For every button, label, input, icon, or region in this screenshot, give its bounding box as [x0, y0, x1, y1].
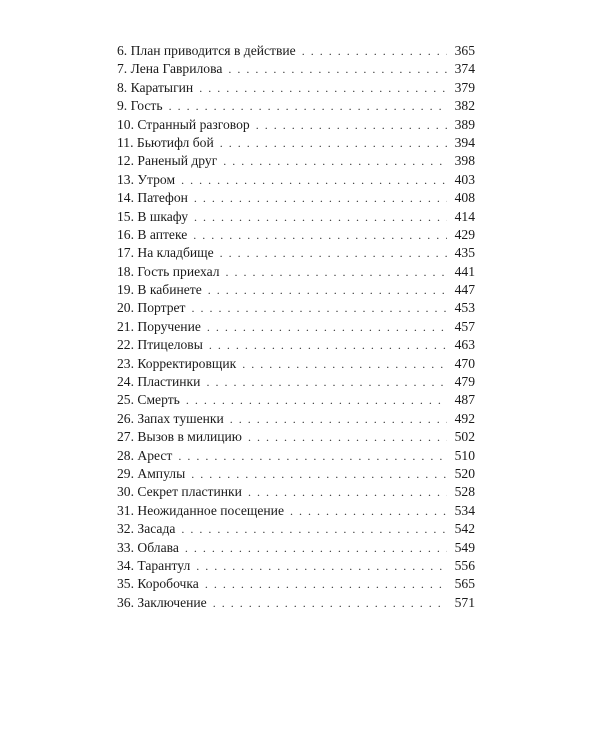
toc-entry-title: 21. Поручение [117, 318, 201, 334]
toc-entry-page-number: 398 [454, 153, 475, 169]
toc-entry-title: 16. В аптеке [117, 226, 188, 242]
dot-leader [226, 263, 447, 281]
dot-leader [213, 594, 447, 612]
dot-leader [256, 116, 447, 134]
toc-entry-title: 36. Заключение [117, 594, 207, 610]
toc-entry-page-number: 374 [454, 61, 475, 77]
toc-entry-page-number: 542 [454, 521, 475, 537]
toc-entry [117, 263, 475, 281]
toc-entry [117, 97, 475, 115]
toc-entry-title: 22. Птицеловы [117, 337, 203, 353]
toc-entry-title: 29. Ампулы [117, 465, 186, 481]
toc-entry [117, 539, 475, 557]
dot-leader [193, 226, 447, 244]
dot-leader [223, 152, 447, 170]
toc-entry [117, 244, 475, 262]
toc-entry [117, 134, 475, 152]
dot-leader [181, 171, 447, 189]
toc-entry [117, 391, 475, 409]
toc-entry-title: 30. Секрет пластинки [117, 484, 242, 500]
toc-entry-title: 13. Утром [117, 171, 176, 187]
toc-entry-title: 28. Арест [117, 447, 173, 463]
toc-entry-title: 32. Засада [117, 521, 176, 537]
toc-entry-page-number: 549 [454, 539, 475, 555]
toc-entry [117, 171, 475, 189]
toc-entry [117, 520, 475, 538]
toc-entry [117, 465, 475, 483]
toc-entry-page-number: 510 [454, 447, 475, 463]
toc-entry-page-number: 457 [454, 318, 475, 334]
toc-entry-page-number: 453 [454, 300, 475, 316]
dot-leader [242, 355, 447, 373]
toc-entry [117, 318, 475, 336]
toc-entry-page-number: 435 [454, 245, 475, 261]
toc-entry [117, 483, 475, 501]
toc-entry [117, 410, 475, 428]
dot-leader [205, 575, 447, 593]
toc-entry-page-number: 429 [454, 226, 475, 242]
dot-leader [199, 79, 447, 97]
toc-entry-title: 15. В шкафу [117, 208, 189, 224]
dot-leader [209, 336, 447, 354]
dot-leader [194, 189, 447, 207]
toc-entry-title: 9. Гость [117, 98, 163, 114]
dot-leader [302, 42, 447, 60]
toc-entry-page-number: 365 [454, 43, 475, 58]
dot-leader [185, 539, 447, 557]
toc-entry-page-number: 520 [454, 465, 475, 481]
toc-entry-title: 27. Вызов в милицию [117, 429, 242, 445]
toc-entry [117, 189, 475, 207]
toc-entry-title: 34. Тарантул [117, 557, 191, 573]
toc-entry [117, 428, 475, 446]
dot-leader [196, 557, 447, 575]
toc-entry-page-number: 382 [454, 98, 475, 114]
dot-leader [207, 318, 447, 336]
toc-entry-title: 10. Странный разговор [117, 116, 250, 132]
toc-entry [117, 594, 475, 612]
toc-entry [117, 226, 475, 244]
toc-entry-page-number: 571 [454, 594, 475, 610]
toc-entry-page-number: 447 [454, 282, 475, 298]
toc-entry-title: 7. Лена Гаврилова [117, 61, 223, 77]
toc-entry-page-number: 470 [454, 355, 475, 371]
dot-leader [230, 410, 447, 428]
toc-entry [117, 116, 475, 134]
toc-entry-page-number: 463 [454, 337, 475, 353]
toc-entry-page-number: 528 [454, 484, 475, 500]
toc-entry-title: 12. Раненый друг [117, 153, 218, 169]
toc-entry-page-number: 389 [454, 116, 475, 132]
toc-entry-page-number: 414 [454, 208, 475, 224]
toc-entry-title: 17. На кладбище [117, 245, 214, 261]
toc-entry-page-number: 534 [454, 502, 475, 518]
dot-leader [208, 281, 447, 299]
toc-entry-page-number: 379 [454, 79, 475, 95]
toc-entry-title: 23. Корректировщик [117, 355, 237, 371]
toc-entry [117, 336, 475, 354]
toc-entry [117, 502, 475, 520]
toc-entry-page-number: 492 [454, 410, 475, 426]
dot-leader [248, 483, 447, 501]
toc-entry-title: 20. Портрет [117, 300, 186, 316]
toc-entry [117, 152, 475, 170]
toc-entry [117, 373, 475, 391]
toc-entry [117, 79, 475, 97]
toc-entry-title: 8. Каратыгин [117, 79, 194, 95]
toc-entry-page-number: 394 [454, 134, 475, 150]
toc-entry-title: 6. План приводится в действие [117, 43, 296, 58]
toc-entry [117, 557, 475, 575]
dot-leader [220, 134, 447, 152]
toc-entry-page-number: 556 [454, 557, 475, 573]
toc-entry-page-number: 502 [454, 429, 475, 445]
toc-entry [117, 575, 475, 593]
toc-entry-page-number: 408 [454, 190, 475, 206]
toc-entry-title: 33. Облава [117, 539, 179, 555]
dot-leader [192, 299, 448, 317]
dot-leader [194, 208, 447, 226]
toc-entry-title: 25. Смерть [117, 392, 180, 408]
dot-leader [220, 244, 447, 262]
toc-entry-page-number: 403 [454, 171, 475, 187]
toc-entry-page-number: 487 [454, 392, 475, 408]
toc-entry-page-number: 441 [454, 263, 475, 279]
toc-entry-title: 19. В кабинете [117, 282, 202, 298]
toc-entry [117, 42, 475, 60]
toc-entry-title: 11. Бьютифл бой [117, 134, 214, 150]
dot-leader [206, 373, 447, 391]
dot-leader [248, 428, 447, 446]
dot-leader [178, 447, 447, 465]
toc-entry [117, 281, 475, 299]
dot-leader [186, 391, 447, 409]
toc-entry-title: 24. Пластинки [117, 374, 201, 390]
toc-entry-title: 14. Патефон [117, 190, 188, 206]
dot-leader [290, 502, 447, 520]
toc-entry [117, 355, 475, 373]
toc-entry-page-number: 565 [454, 576, 475, 592]
dot-leader [191, 465, 447, 483]
dot-leader [169, 97, 447, 115]
toc-entry [117, 447, 475, 465]
toc-entry-page-number: 479 [454, 374, 475, 390]
toc-entry-title: 18. Гость приехал [117, 263, 220, 279]
toc-entry [117, 60, 475, 78]
toc-entry [117, 208, 475, 226]
toc-entry [117, 299, 475, 317]
table-of-contents [117, 42, 475, 612]
dot-leader [228, 60, 447, 78]
toc-entry-title: 31. Неожиданное посещение [117, 502, 284, 518]
dot-leader [181, 520, 447, 538]
toc-entry-title: 35. Коробочка [117, 576, 199, 592]
toc-entry-title: 26. Запах тушенки [117, 410, 224, 426]
